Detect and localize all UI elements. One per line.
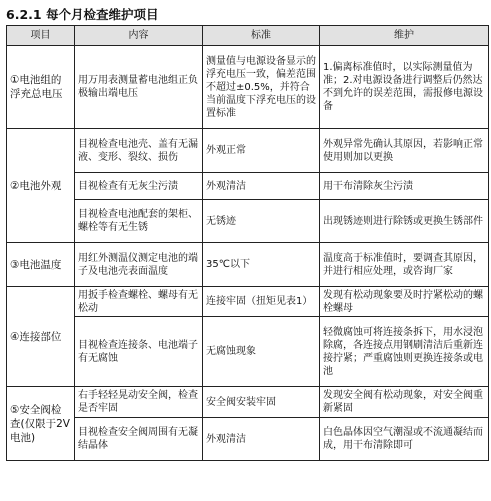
standard-cell: 无锈迹 <box>203 200 320 243</box>
content-cell: 目视检查电池壳、盖有无漏液、变形、裂纹、损伤 <box>75 129 203 173</box>
maintenance-cell: 出现锈迹则进行除锈或更换生锈部件 <box>320 200 489 243</box>
maintenance-cell: 发现有松动现象要及时拧紧松动的螺栓螺母 <box>320 287 489 317</box>
header-content: 内容 <box>75 26 203 46</box>
content-cell: 用红外测温仪测定电池的端子及电池壳表面温度 <box>75 243 203 287</box>
content-cell: 目视检查安全阀周围有无凝结晶体 <box>75 418 203 461</box>
item-cell: ②电池外观 <box>7 129 75 243</box>
maintenance-cell: 外观异常先确认其原因，若影响正常使用则加以更换 <box>320 129 489 173</box>
table-row <box>7 200 489 243</box>
standard-cell: 连接牢固（扭矩见表1） <box>203 287 320 317</box>
content-cell: 目视检查连接条、电池端子有无腐蚀 <box>75 317 203 387</box>
standard-cell: 安全阀安装牢固 <box>203 387 320 418</box>
standard-cell: 外观清洁 <box>203 418 320 461</box>
standard-cell: 无腐蚀现象 <box>203 317 320 387</box>
maintenance-cell: 温度高于标准值时，要调查其原因，并进行相应处理，或咨询厂家 <box>320 243 489 287</box>
maintenance-cell: 用干布清除灰尘污渍 <box>320 173 489 200</box>
item-cell: ④连接部位 <box>7 287 75 387</box>
content-cell: 用扳手检查螺栓、螺母有无松动 <box>75 287 203 317</box>
item-cell: ①电池组的浮充总电压 <box>7 46 75 129</box>
table-row <box>7 387 489 418</box>
maintenance-cell: 1.偏离标准值时，以实际测量值为准；2.对电源设备进行调整后仍然达不到允许的误差范围，需报修电源设备 <box>320 46 489 129</box>
section-heading: 6.2.1 每个月检查维护项目 <box>6 7 159 22</box>
table-row <box>7 287 489 317</box>
maintenance-cell: 轻微腐蚀可将连接条拆下，用水浸泡除腐，各连接点用钢刷清洁后重新连接拧紧；严重腐蚀则更换连接条或电池 <box>320 317 489 387</box>
content-cell: 用万用表测量蓄电池组正负极输出端电压 <box>75 46 203 129</box>
table-row <box>7 46 489 129</box>
maintenance-table <box>6 25 489 461</box>
item-cell: ③电池温度 <box>7 243 75 287</box>
table-row <box>7 418 489 461</box>
standard-cell: 外观清洁 <box>203 173 320 200</box>
standard-cell: 测量值与电源设备显示的浮充电压一致，偏差范围不超过±0.5%，并符合当前温度下浮充电压的设置标准 <box>203 46 320 129</box>
table-header-row <box>7 26 489 46</box>
maintenance-cell: 发现安全阀有松动现象，对安全阀重新紧固 <box>320 387 489 418</box>
table-row <box>7 317 489 387</box>
content-cell: 目视检查电池配套的架柜、螺栓等有无生锈 <box>75 200 203 243</box>
content-cell: 目视检查有无灰尘污渍 <box>75 173 203 200</box>
standard-cell: 外观正常 <box>203 129 320 173</box>
content-cell: 右手轻轻晃动安全阀，检查是否牢固 <box>75 387 203 418</box>
table-row <box>7 243 489 287</box>
table-row <box>7 129 489 173</box>
header-maintenance: 维护 <box>320 26 489 46</box>
standard-cell: 35℃以下 <box>203 243 320 287</box>
item-cell: ⑤安全阀检查(仅限于2V电池) <box>7 387 75 461</box>
maintenance-cell: 白色晶体因空气潮湿或不流通凝结而成，用干布清除即可 <box>320 418 489 461</box>
header-item: 项目 <box>7 26 75 46</box>
table-row <box>7 173 489 200</box>
header-standard: 标准 <box>203 26 320 46</box>
